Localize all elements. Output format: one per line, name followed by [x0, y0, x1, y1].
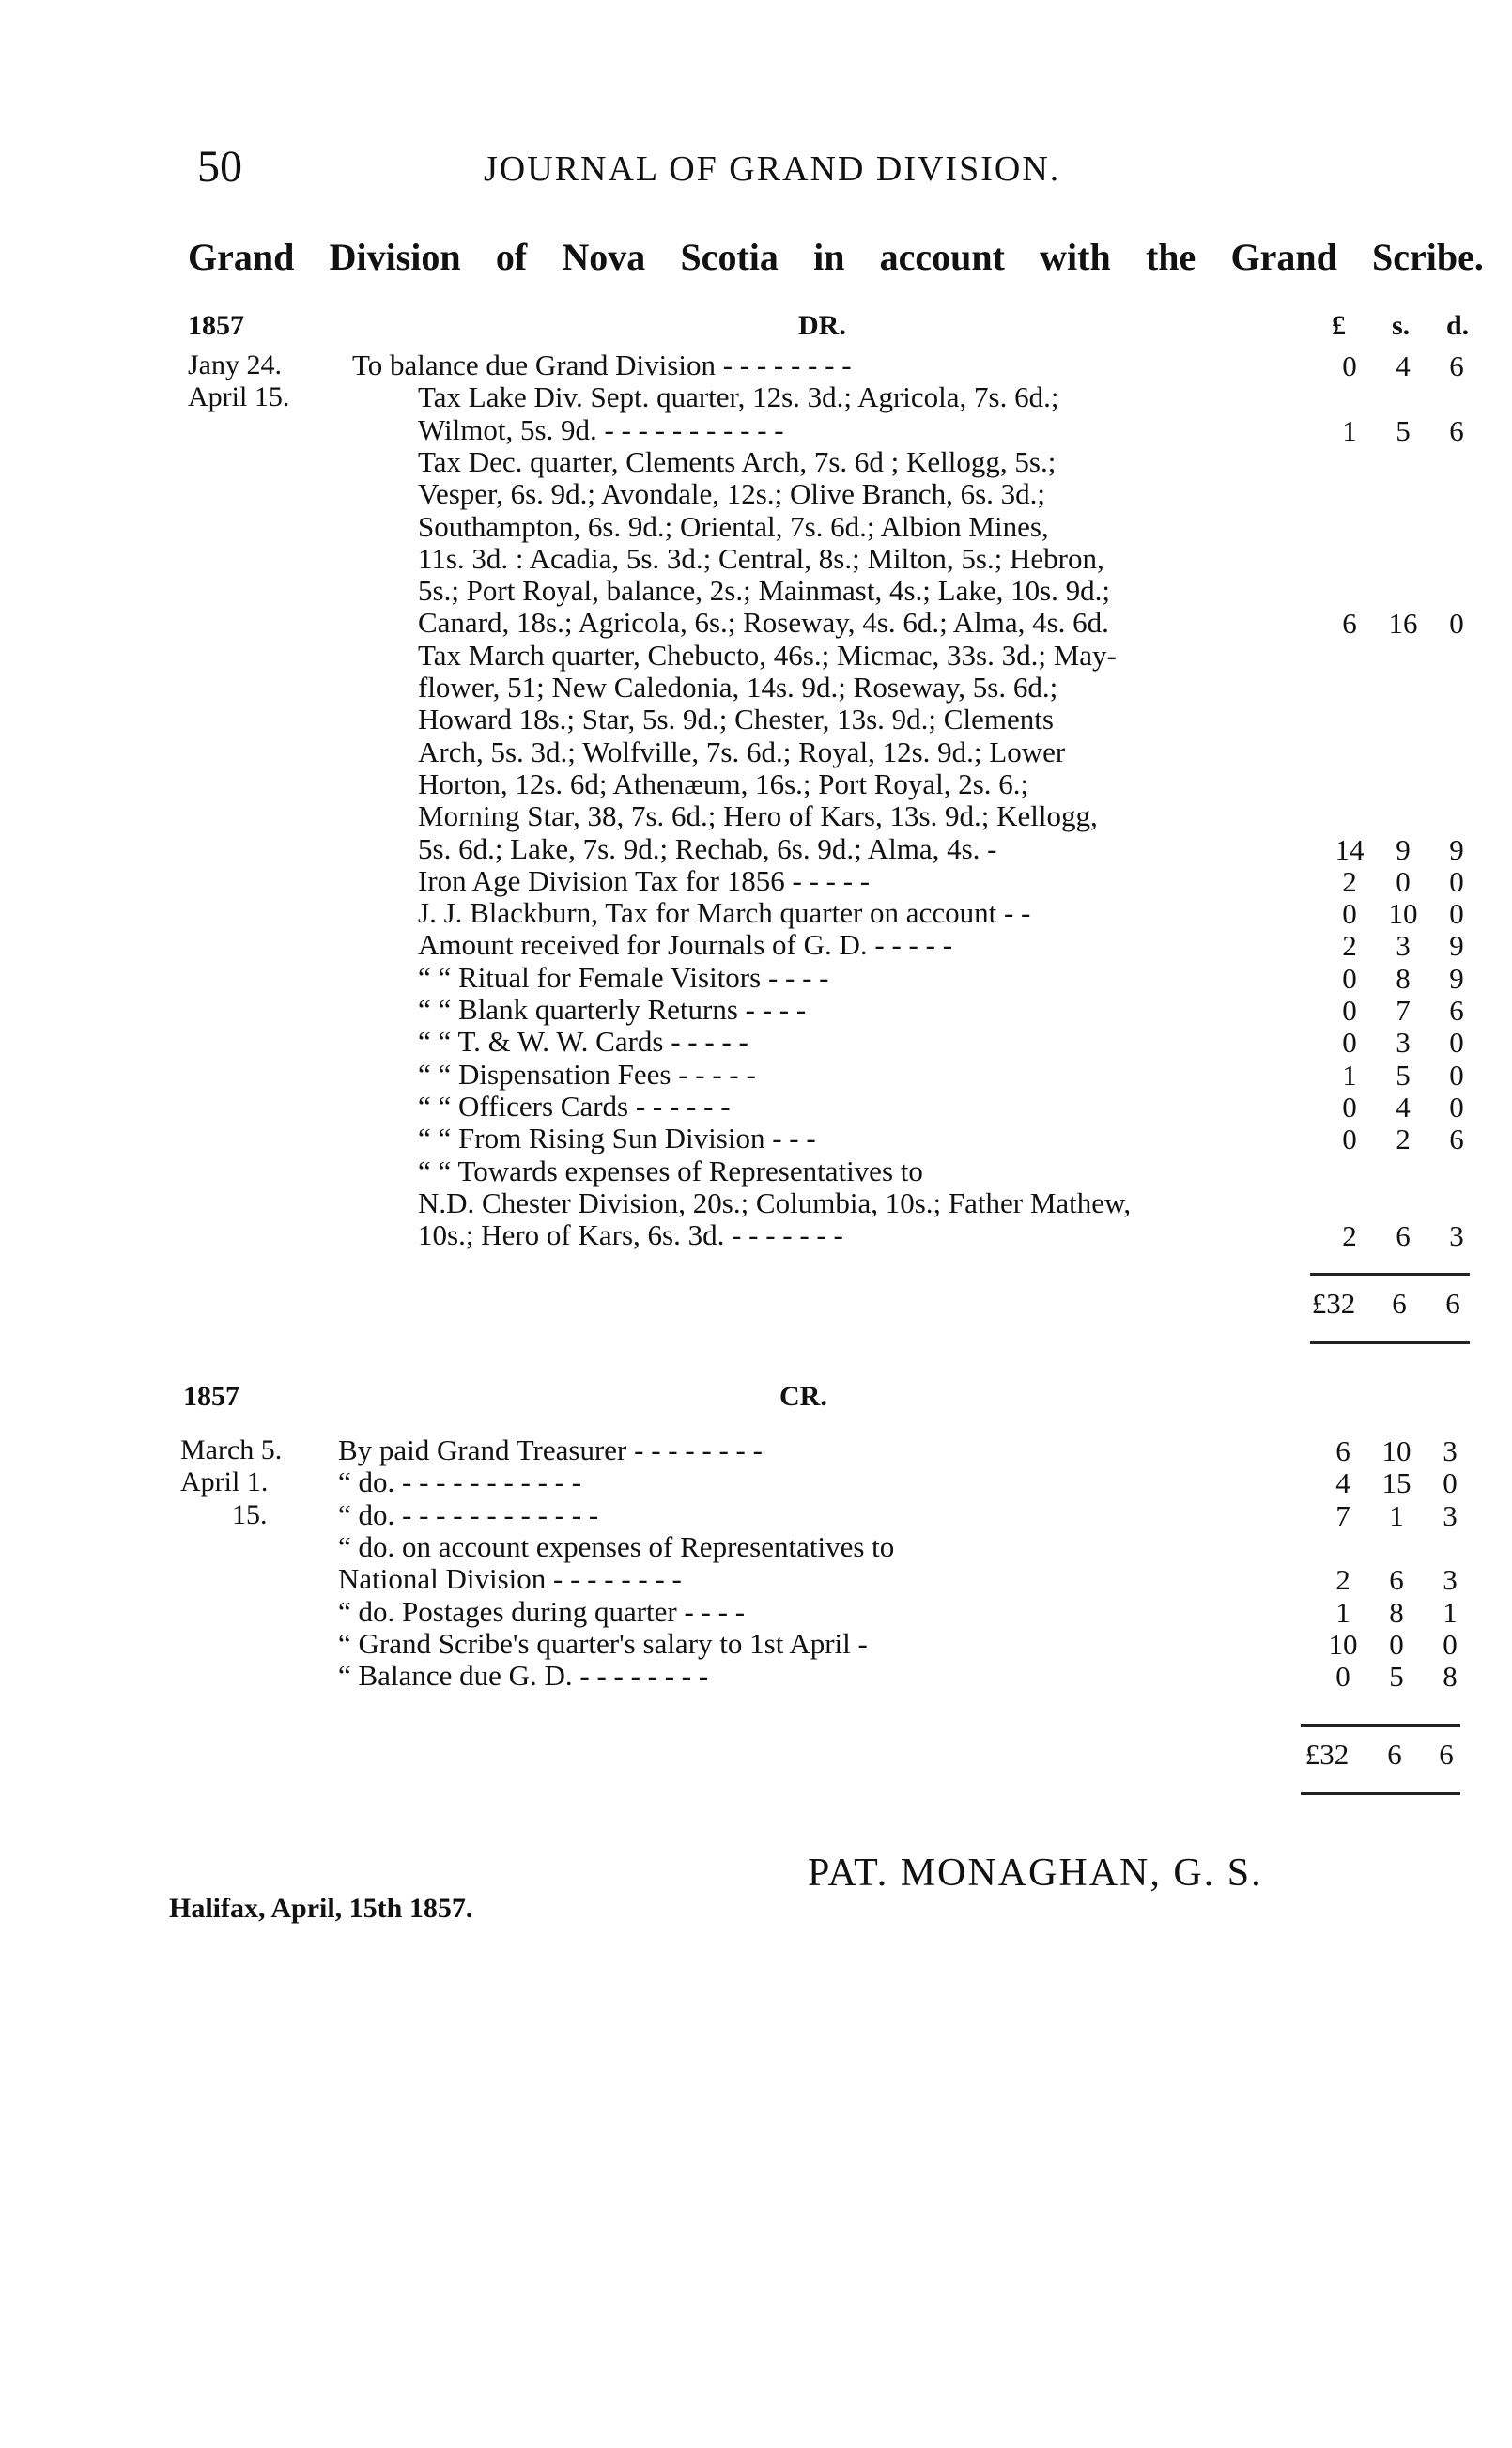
- dr-line-text: Amount received for Journals of G. D. - - - - -: [418, 929, 953, 962]
- dr-line-pence: 0: [1449, 897, 1464, 931]
- cr-line-pence: 0: [1443, 1627, 1458, 1661]
- dr-line-text: Canard, 18s.; Agricola, 6s.; Roseway, 4s. 6d.; Alma, 4s. 6d.: [418, 607, 1109, 640]
- dr-line-pence: 3: [1449, 1219, 1464, 1253]
- dr-line-pence: 0: [1449, 1090, 1464, 1123]
- dr-line-text: 5s.; Port Royal, balance, 2s.; Mainmast, 4s.; Lake, 10s. 9d.;: [418, 575, 1111, 608]
- dr-line-pounds: 2: [1342, 1219, 1357, 1253]
- dr-line-text: “ “ Blank quarterly Returns - - - -: [418, 994, 807, 1026]
- dr-line-text: “ “ Ritual for Female Visitors - - - -: [418, 961, 829, 994]
- dr-line-text: Vesper, 6s. 9d.; Avondale, 12s.; Olive Branch, 6s. 3d.;: [418, 478, 1046, 511]
- title-word: Scotia: [680, 236, 779, 278]
- cr-line-date: 15.: [232, 1498, 268, 1530]
- cr-total-pounds: £32: [1304, 1738, 1350, 1771]
- dr-line-text: Howard 18s.; Star, 5s. 9d.; Chester, 13s. 9d.; Clements: [418, 704, 1054, 736]
- pounds-column-header: £: [1332, 310, 1346, 341]
- dr-line-text: “ “ Towards expenses of Representatives to: [418, 1154, 923, 1187]
- cr-line-pounds: 4: [1335, 1466, 1350, 1500]
- cr-total-rule-top: [1301, 1724, 1460, 1727]
- cr-line-pounds: 6: [1335, 1434, 1350, 1467]
- dr-line-shillings: 0: [1396, 864, 1411, 898]
- cr-line-shillings: 8: [1389, 1595, 1404, 1629]
- cr-line-text: National Division - - - - - - - -: [338, 1563, 682, 1596]
- dr-line-pounds: 6: [1342, 607, 1357, 641]
- dr-total-pence: 6: [1445, 1287, 1460, 1320]
- dr-total-rule-top: [1310, 1273, 1470, 1276]
- cr-line-pounds: 0: [1335, 1660, 1350, 1694]
- dr-line-text: 10s.; Hero of Kars, 6s. 3d. - - - - - - -: [418, 1219, 843, 1252]
- cr-line-pence: 1: [1443, 1595, 1458, 1629]
- dr-line-shillings: 7: [1396, 994, 1411, 1027]
- dr-line-pounds: 0: [1342, 897, 1357, 931]
- dr-line-pounds: 0: [1342, 1090, 1357, 1123]
- dr-line-text: J. J. Blackburn, Tax for March quarter on account - -: [418, 897, 1031, 930]
- dr-year: 1857: [188, 310, 244, 341]
- dr-line-text: Tax March quarter, Chebucto, 46s.; Micmac, 33s. 3d.; May-: [418, 639, 1117, 672]
- title-word: the: [1145, 236, 1196, 278]
- dr-line-pence: 9: [1449, 832, 1464, 866]
- cr-line-text: “ Grand Scribe's quarter's salary to 1st April -: [338, 1627, 868, 1660]
- cr-total-pence: 6: [1439, 1738, 1454, 1771]
- cr-line-text: “ do. on account expenses of Representatives to: [338, 1530, 895, 1563]
- cr-line-text: “ Balance due G. D. - - - - - - - -: [338, 1660, 709, 1693]
- cr-line-shillings: 6: [1389, 1563, 1404, 1597]
- title-word: Grand: [188, 236, 295, 278]
- dr-line-text: Morning Star, 38, 7s. 6d.; Hero of Kars, 13s. 9d.; Kellogg,: [418, 800, 1098, 833]
- title-word: Grand: [1230, 236, 1337, 278]
- dr-line-text: N.D. Chester Division, 20s.; Columbia, 10s.; Father Mathew,: [418, 1186, 1132, 1219]
- dr-line-text: 5s. 6d.; Lake, 7s. 9d.; Rechab, 6s. 9d.; Alma, 4s. -: [418, 832, 997, 865]
- dr-line-shillings: 5: [1396, 413, 1411, 447]
- dr-line-text: Southampton, 6s. 9d.; Oriental, 7s. 6d.; Albion Mines,: [418, 510, 1049, 543]
- dr-line-pounds: 2: [1342, 864, 1357, 898]
- title-word: Nova: [562, 236, 646, 278]
- dr-line-text: “ “ T. & W. W. Cards - - - - -: [418, 1026, 748, 1059]
- dr-line-text: Horton, 12s. 6d; Athenæum, 16s.; Port Royal, 2s. 6.;: [418, 767, 1029, 800]
- cr-line-shillings: 5: [1389, 1660, 1404, 1694]
- dr-line-shillings: 3: [1396, 929, 1411, 963]
- cr-line-pence: 8: [1443, 1660, 1458, 1694]
- dr-line-shillings: 9: [1396, 832, 1411, 866]
- dr-line-pence: 0: [1449, 864, 1464, 898]
- cr-line-text: “ do. - - - - - - - - - - - -: [338, 1498, 599, 1531]
- dr-line-pence: 6: [1449, 349, 1464, 382]
- dr-total-shillings: 6: [1392, 1287, 1407, 1320]
- dr-line-pounds: 0: [1342, 961, 1357, 995]
- dr-line-date: April 15.: [188, 381, 290, 413]
- dr-line-text: Tax Lake Div. Sept. quarter, 12s. 3d.; Agricola, 7s. 6d.;: [418, 381, 1059, 414]
- dr-line-date: Jany 24.: [188, 349, 282, 380]
- dr-line-shillings: 6: [1396, 1219, 1411, 1253]
- cr-line-shillings: 10: [1381, 1434, 1412, 1467]
- cr-line-date: April 1.: [180, 1466, 269, 1498]
- dr-line-pounds: 1: [1342, 413, 1357, 447]
- pence-column-header: d.: [1446, 310, 1470, 341]
- dr-line-pounds: 0: [1342, 1026, 1357, 1060]
- dr-line-pence: 0: [1449, 1058, 1464, 1092]
- dr-line-pence: 6: [1449, 994, 1464, 1027]
- cr-line-pence: 3: [1443, 1434, 1458, 1467]
- cr-line-text: “ do. Postages during quarter - - - -: [338, 1595, 746, 1628]
- cr-line-pounds: 10: [1328, 1627, 1358, 1661]
- cr-line-shillings: 15: [1381, 1466, 1412, 1500]
- dr-line-pence: 0: [1449, 607, 1464, 641]
- dr-line-text: Iron Age Division Tax for 1856 - - - - -: [418, 864, 871, 897]
- cr-heading: CR.: [779, 1381, 827, 1412]
- dr-line-shillings: 10: [1388, 897, 1418, 931]
- cr-line-shillings: 0: [1389, 1627, 1404, 1661]
- dr-line-pounds: 0: [1342, 1123, 1357, 1156]
- cr-line-pence: 3: [1443, 1498, 1458, 1532]
- cr-line-pounds: 2: [1335, 1563, 1350, 1597]
- dr-line-text: “ “ From Rising Sun Division - - -: [418, 1123, 816, 1155]
- dr-total-pounds: £32: [1311, 1287, 1356, 1320]
- title-word: Division: [329, 236, 461, 278]
- signature: PAT. MONAGHAN, G. S.: [808, 1851, 1263, 1895]
- running-head: JOURNAL OF GRAND DIVISION.: [484, 149, 1061, 189]
- dr-line-shillings: 4: [1396, 349, 1411, 382]
- shillings-column-header: s.: [1392, 310, 1411, 341]
- dr-line-shillings: 8: [1396, 961, 1411, 995]
- place-date: Halifax, April, 15th 1857.: [169, 1893, 473, 1924]
- account-title: [188, 235, 1484, 279]
- dr-line-shillings: 2: [1396, 1123, 1411, 1156]
- dr-line-pence: 6: [1449, 1123, 1464, 1156]
- dr-line-shillings: 3: [1396, 1026, 1411, 1060]
- dr-line-pounds: 1: [1342, 1058, 1357, 1092]
- dr-line-pounds: 0: [1342, 994, 1357, 1027]
- dr-line-text: Wilmot, 5s. 9d. - - - - - - - - - - -: [418, 413, 784, 446]
- dr-line-text: Arch, 5s. 3d.; Wolfville, 7s. 6d.; Royal, 12s. 9d.; Lower: [418, 736, 1066, 768]
- dr-line-pounds: 2: [1342, 929, 1357, 963]
- page-number: 50: [197, 142, 242, 192]
- dr-total-rule-bottom: [1310, 1341, 1470, 1344]
- dr-line-shillings: 4: [1396, 1090, 1411, 1123]
- title-word: Scribe.: [1372, 236, 1484, 278]
- dr-line-text: flower, 51; New Caledonia, 14s. 9d.; Roseway, 5s. 6d.;: [418, 672, 1058, 704]
- cr-line-pence: 0: [1443, 1466, 1458, 1500]
- dr-line-shillings: 5: [1396, 1058, 1411, 1092]
- dr-line-text: 11s. 3d. : Acadia, 5s. 3d.; Central, 8s.; Milton, 5s.; Hebron,: [418, 542, 1104, 575]
- dr-line-pence: 6: [1449, 413, 1464, 447]
- dr-line-text: Tax Dec. quarter, Clements Arch, 7s. 6d ; Kellogg, 5s.;: [418, 445, 1057, 478]
- dr-line-pence: 0: [1449, 1026, 1464, 1060]
- cr-line-pence: 3: [1443, 1563, 1458, 1597]
- dr-line-text: To balance due Grand Division - - - - - - - -: [352, 349, 852, 381]
- cr-line-shillings: 1: [1389, 1498, 1404, 1532]
- title-word: account: [879, 236, 1005, 278]
- cr-total-shillings: 6: [1387, 1738, 1402, 1771]
- cr-line-text: By paid Grand Treasurer - - - - - - - -: [338, 1434, 763, 1466]
- cr-line-date: March 5.: [180, 1434, 283, 1465]
- cr-year: 1857: [183, 1381, 239, 1412]
- cr-line-text: “ do. - - - - - - - - - - -: [338, 1466, 582, 1499]
- dr-line-pence: 9: [1449, 929, 1464, 963]
- cr-line-pounds: 7: [1335, 1498, 1350, 1532]
- dr-line-pounds: 14: [1335, 832, 1365, 866]
- dr-line-text: “ “ Dispensation Fees - - - - -: [418, 1058, 756, 1091]
- title-word: with: [1040, 236, 1111, 278]
- title-word: in: [813, 236, 845, 278]
- title-word: of: [495, 236, 528, 278]
- dr-line-pence: 9: [1449, 961, 1464, 995]
- cr-line-pounds: 1: [1335, 1595, 1350, 1629]
- dr-line-text: “ “ Officers Cards - - - - - -: [418, 1090, 731, 1123]
- dr-line-pounds: 0: [1342, 349, 1357, 382]
- dr-heading: DR.: [798, 310, 846, 341]
- cr-total-rule-bottom: [1301, 1792, 1460, 1795]
- dr-line-shillings: 16: [1388, 607, 1418, 641]
